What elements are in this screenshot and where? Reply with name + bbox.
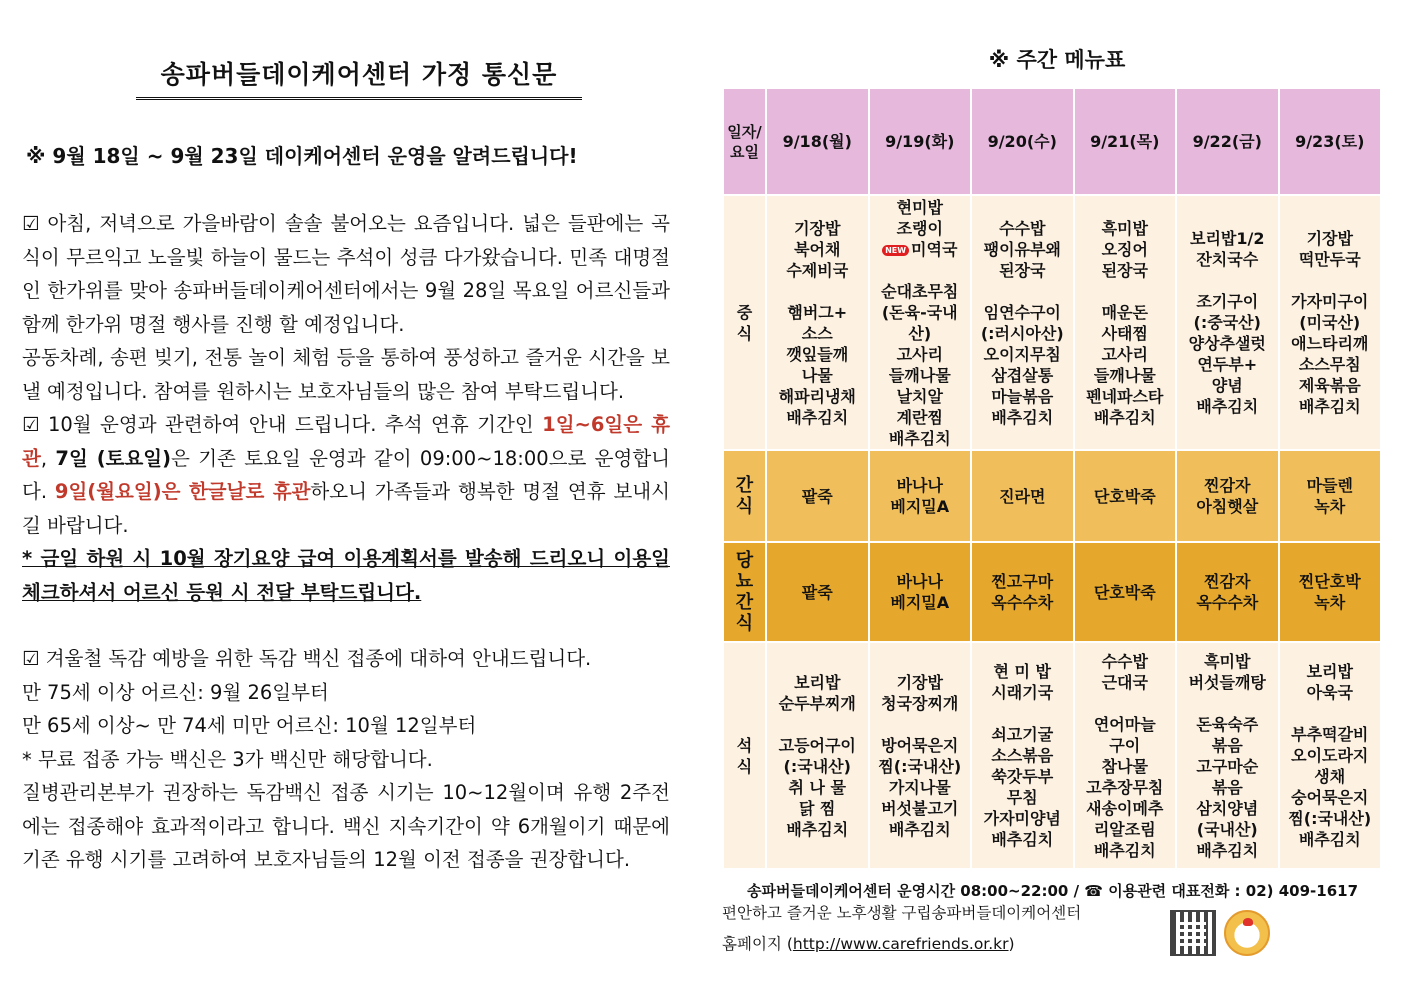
menu-item: 현미밥	[896, 197, 943, 217]
dinner-cell	[1074, 642, 1177, 869]
menu-item: 현 미 밥	[993, 662, 1051, 681]
menu-item: 찐고구마	[991, 572, 1054, 591]
menu-item: 배추김치	[1298, 830, 1361, 849]
day-header: 9/23(토)	[1279, 88, 1382, 195]
menu-item: 소스무침	[1298, 355, 1361, 374]
menu-item: 가자미양념	[983, 809, 1061, 828]
menu-item: 흑미밥	[1101, 218, 1148, 238]
menu-item: 연어마늘	[1093, 714, 1156, 734]
menu-item: 나물	[801, 365, 833, 385]
day-header: 9/18(월)	[766, 88, 869, 195]
menu-item	[767, 281, 868, 302]
menu-item: 조랭이	[896, 218, 943, 238]
menu-item: 해파리냉채	[778, 386, 856, 406]
menu-item: 순대초무침	[881, 281, 959, 301]
menu-item: 찜(:국내산)	[1288, 809, 1372, 828]
menu-item: 북어채	[794, 239, 841, 259]
menu-item: 들깨나물	[888, 365, 951, 385]
menu-item: 버섯들깨탕	[1188, 672, 1266, 692]
dsnack-cell	[971, 542, 1074, 642]
diabetic-snack-row	[723, 542, 1381, 642]
day-header: 9/21(목)	[1074, 88, 1177, 195]
menu-item	[1075, 693, 1176, 714]
menu-item: 리알조림	[1093, 819, 1156, 839]
menu-item: 찐단호박	[1298, 572, 1361, 591]
menu-item: 배추김치	[888, 819, 951, 839]
checkbox-icon: ☑	[22, 413, 40, 436]
menu-item	[972, 703, 1073, 724]
menu-item: 된장국	[1101, 260, 1148, 280]
menu-item: 근대국	[1101, 672, 1148, 692]
menu-item: 옥수수차	[1196, 593, 1259, 612]
day-header: 9/20(수)	[971, 88, 1074, 195]
menu-item: 바나나	[896, 476, 943, 495]
menu-item: 햄버그+	[787, 302, 848, 322]
menu-item: 산)	[908, 323, 932, 343]
menu-item: 수수밥	[999, 218, 1046, 238]
menu-item: 흑미밥	[1204, 651, 1251, 671]
snack-row	[723, 450, 1381, 542]
menu-item: 방어묵은지	[881, 735, 959, 755]
menu-item: 기장밥	[1306, 229, 1353, 248]
menu-item: 조기구이	[1196, 292, 1259, 311]
lunch-label: 중 식	[723, 195, 766, 450]
menu-item: 들깨나물	[1093, 365, 1156, 385]
menu-item: 연두부+	[1197, 355, 1258, 374]
menu-item: (:러시아산)	[980, 323, 1064, 343]
menu-item: 사태찜	[1101, 323, 1148, 343]
menu-item: 잔치국수	[1196, 250, 1259, 269]
snack-label: 간 식	[723, 450, 766, 542]
dinner-cell	[1279, 642, 1382, 869]
footer	[722, 880, 1382, 954]
menu-item: 오징어	[1101, 239, 1148, 259]
menu-item: 떡만두국	[1298, 250, 1361, 269]
menu-item: 무침	[1006, 788, 1038, 807]
menu-item: 배추김치	[1196, 840, 1259, 860]
new-badge-icon: NEW	[882, 245, 909, 256]
menu-item	[1075, 281, 1176, 302]
menu-item: 펜네파스타	[1086, 386, 1164, 406]
slogan: 편안하고 즐거운 노후생활 구립송파버들데이케어센터	[722, 904, 1082, 922]
section-flu	[22, 642, 670, 877]
menu-item: 배추김치	[991, 830, 1054, 849]
menu-item	[1177, 693, 1278, 714]
flu-line-2: 만 65세 이상~ 만 74세 미만 어르신: 10월 12일부터	[22, 714, 477, 737]
operating-hours: 송파버들데이케어센터 운영시간 08:00~22:00 / ☎ 이용관련 대표전화 : 02) 409-1617	[747, 882, 1359, 900]
menu-item: 아침햇살	[1196, 497, 1259, 516]
menu-item: 고사리	[1101, 344, 1148, 364]
menu-item: 오이도라지	[1291, 746, 1369, 765]
dsnack-cell	[766, 542, 869, 642]
menu-item: 시래기국	[991, 683, 1054, 702]
headline: ※ 9월 18일 ~ 9월 23일 데이케어센터 운영을 알려드립니다!	[26, 144, 578, 168]
menu-item: (국내산)	[1196, 819, 1258, 839]
menu-item: 돈육숙주	[1196, 714, 1259, 734]
lunch-row	[723, 195, 1381, 450]
menu-item: 보리밥	[1306, 662, 1353, 681]
dinner-row	[723, 642, 1381, 869]
menu-item: 구이	[1109, 735, 1141, 755]
menu-item: 아욱국	[1306, 683, 1353, 702]
menu-item	[972, 281, 1073, 302]
dsnack-cell	[1279, 542, 1382, 642]
menu-item: 옥수수차	[991, 593, 1054, 612]
checkbox-icon: ☑	[22, 212, 40, 235]
newsletter-column	[22, 55, 670, 877]
menu-item: (미국산)	[1299, 313, 1361, 332]
snack-cell	[1279, 450, 1382, 542]
section-october	[22, 408, 670, 609]
snack-cell	[1176, 450, 1279, 542]
menu-title: ※ 주간 메뉴표	[988, 48, 1126, 72]
menu-item: 닭 찜	[799, 798, 836, 818]
dinner-label: 석 식	[723, 642, 766, 869]
menu-item	[870, 260, 971, 281]
homepage-link[interactable]: http://www.carefriends.or.kr	[792, 935, 1009, 953]
menu-item: 제육볶음	[1298, 376, 1361, 395]
menu-item: 오이지무침	[983, 344, 1061, 364]
header-label: 일자/ 요일	[723, 88, 766, 195]
menu-item: 매운돈	[1101, 302, 1148, 322]
menu-item: 삼치양념	[1196, 798, 1259, 818]
menu-item: 삼겹살통	[991, 365, 1054, 385]
menu-item: 볶음	[1211, 735, 1243, 755]
menu-item	[870, 714, 971, 735]
menu-item: 고등어구이	[778, 735, 856, 755]
oct-closed-2: 9일(월요일)은 한글날로 휴관	[54, 480, 311, 503]
checkbox-icon: ☑	[22, 647, 40, 670]
menu-item	[1280, 270, 1381, 291]
menu-item: 가지나물	[888, 777, 951, 797]
menu-item: 양념	[1211, 376, 1243, 395]
menu-item: 계란찜	[896, 407, 943, 427]
menu-item: 볶음	[1211, 777, 1243, 797]
dinner-cell	[1176, 642, 1279, 869]
menu-item: 버섯불고기	[881, 798, 959, 818]
oct-saturday: 7일 (토요일)	[55, 446, 172, 470]
menu-item: 베지밀A	[890, 497, 950, 516]
dsnack-cell	[1074, 542, 1177, 642]
menu-item: 녹차	[1314, 593, 1346, 612]
menu-item: 소스	[801, 323, 833, 343]
menu-item: 생채	[1314, 767, 1346, 786]
section-chuseok	[22, 207, 670, 408]
header-row	[723, 88, 1381, 195]
menu-item: 소스볶음	[991, 746, 1054, 765]
menu-item: 배추김치	[991, 407, 1054, 427]
menu-item: 진라면	[999, 486, 1046, 506]
oct-text-4: 하오니 가족들과 행복한 명절 연휴 보내시길 바랍니다.	[22, 480, 670, 537]
menu-item: 바나나	[896, 572, 943, 591]
menu-item: 보리밥	[794, 672, 841, 692]
menu-item: 찐감자	[1204, 572, 1251, 591]
menu-item: 쑥갓두부	[991, 767, 1054, 786]
menu-item: 배추김치	[786, 819, 849, 839]
menu-item: 보리밥1/2	[1190, 229, 1265, 248]
menu-item: 기장밥	[794, 218, 841, 238]
menu-item: 숭어묵은지	[1291, 788, 1369, 807]
menu-item: 부추떡갈비	[1291, 725, 1369, 744]
menu-item: 배추김치	[1298, 397, 1361, 416]
menu-item: NEW 미역국	[870, 239, 971, 260]
lunch-cell	[1176, 195, 1279, 450]
menu-item: 된장국	[999, 260, 1046, 280]
menu-item: 애느타리깨	[1291, 334, 1369, 353]
menu-item: 단호박죽	[1093, 582, 1156, 602]
menu-item: 팥죽	[801, 486, 833, 506]
menu-item: (:중국산)	[1193, 313, 1261, 332]
menu-item: 참나물	[1101, 756, 1148, 776]
day-header: 9/19(화)	[869, 88, 972, 195]
menu-item: 임연수구이	[983, 302, 1061, 322]
menu-item: 배추김치	[1093, 840, 1156, 860]
snack-cell	[1074, 450, 1177, 542]
dinner-cell	[766, 642, 869, 869]
menu-item: (:국내산)	[783, 756, 851, 776]
diabetic-snack-label: 당 뇨 간 식	[723, 542, 766, 642]
snack-cell	[766, 450, 869, 542]
menu-item: 깻잎들깨	[786, 344, 849, 364]
menu-item: 팥죽	[801, 582, 833, 602]
flu-line-4: 질병관리본부가 권장하는 독감백신 접종 시기는 10~12월이며 유행 2주전에는 접종해야 효과적이라고 합니다. 백신 지속기간이 약 6개월이기 때문에 기존 유행 시기를 고려하여 보호자님들의 12월 이전 접종을 권장합니다.	[22, 781, 670, 871]
menu-item: 팽이유부왜	[983, 239, 1061, 259]
page-title: 송파버들데이케어센터 가정 통신문	[136, 55, 582, 100]
mascot-logo-icon	[1224, 910, 1270, 956]
menu-item: 수제비국	[786, 260, 849, 280]
menu-item: 마들렌	[1306, 476, 1353, 495]
dsnack-cell	[1176, 542, 1279, 642]
menu-column	[722, 44, 1382, 870]
section-chuseok-text: 아침, 저녁으로 가을바람이 솔솔 불어오는 요즘입니다. 넓은 들판에는 곡식이 무르익고 노을빛 하늘이 물드는 추석이 성큼 다가왔습니다. 민족 대명절인 한가위를 맞아 송파버들데이케어센터에서는 9월 28일 목요일 어르신들과 함께 한가위 명절 행사를 진행 할 예정입니다.	[22, 212, 670, 336]
menu-item: 단호박죽	[1093, 486, 1156, 506]
menu-item: 찜(:국내산)	[878, 756, 962, 776]
homepage: 홈페이지 (http://www.carefriends.or.kr)	[722, 935, 1015, 953]
lunch-cell	[1074, 195, 1177, 450]
menu-item: 배추김치	[1093, 407, 1156, 427]
lunch-cell	[766, 195, 869, 450]
menu-item: 마늘볶음	[991, 386, 1054, 406]
menu-item: 찐감자	[1204, 476, 1251, 495]
lunch-cell	[1279, 195, 1382, 450]
menu-item: (돈육-국내	[881, 302, 958, 322]
menu-item: 배추김치	[786, 407, 849, 427]
snack-cell	[971, 450, 1074, 542]
dinner-cell	[971, 642, 1074, 869]
snack-cell	[869, 450, 972, 542]
menu-item: 고사리	[896, 344, 943, 364]
menu-item: 청국장찌개	[881, 693, 959, 713]
menu-item	[1177, 270, 1278, 291]
dinner-cell	[869, 642, 972, 869]
dsnack-cell	[869, 542, 972, 642]
menu-item: 새송이메추	[1086, 798, 1164, 818]
day-header: 9/22(금)	[1176, 88, 1279, 195]
oct-text-1: 10월 운영과 관련하여 안내 드립니다. 추석 연휴 기간인	[47, 413, 543, 436]
menu-item: 기장밥	[896, 672, 943, 692]
menu-item: 배추김치	[888, 428, 951, 448]
lunch-cell	[971, 195, 1074, 450]
oct-text-3: 은 기존 토요일 운영과 같이 09:00~18:00으로 운영합니다.	[22, 446, 670, 503]
menu-item: 양상추샐럿	[1188, 334, 1266, 353]
lunch-cell	[869, 195, 972, 450]
menu-item: 취 나 물	[788, 777, 846, 797]
menu-item: 고구마순	[1196, 756, 1259, 776]
menu-item: 녹차	[1314, 497, 1346, 516]
menu-item: 쇠고기굴	[991, 725, 1054, 744]
qr-code-icon[interactable]	[1170, 910, 1216, 956]
menu-item: 배추김치	[1196, 397, 1259, 416]
flu-line-1: 만 75세 이상 어르신: 9월 26일부터	[22, 680, 329, 704]
oct-text-2: ,	[40, 446, 56, 470]
oct-closed-1: 1일~6일은 휴관	[22, 413, 670, 470]
weekly-menu-table	[722, 87, 1382, 870]
flu-line-3: * 무료 접종 가능 백신은 3가 백신만 해당합니다.	[22, 747, 433, 771]
menu-item: 베지밀A	[890, 593, 950, 612]
menu-item: 고추장무침	[1086, 777, 1164, 797]
menu-item: 날치알	[896, 386, 943, 406]
menu-item: 순두부찌개	[778, 693, 856, 713]
menu-item: 가자미구이	[1291, 292, 1369, 311]
section-chuseok-text-2: 공동차례, 송편 빚기, 전통 놀이 체험 등을 통하여 풍성하고 즐거운 시간을 보낼 예정입니다. 참여를 원하시는 보호자님들의 많은 참여 부탁드립니다.	[22, 346, 670, 403]
menu-item: 수수밥	[1101, 651, 1148, 671]
oct-note: * 금일 하원 시 10월 장기요양 급여 이용계획서를 발송해 드리오니 이용일 체크하셔서 어르신 등원 시 전달 부탁드립니다.	[22, 547, 670, 604]
menu-item	[1280, 703, 1381, 724]
flu-intro: 겨울철 독감 예방을 위한 독감 백신 접종에 대하여 안내드립니다.	[45, 647, 592, 670]
menu-item	[767, 714, 868, 735]
